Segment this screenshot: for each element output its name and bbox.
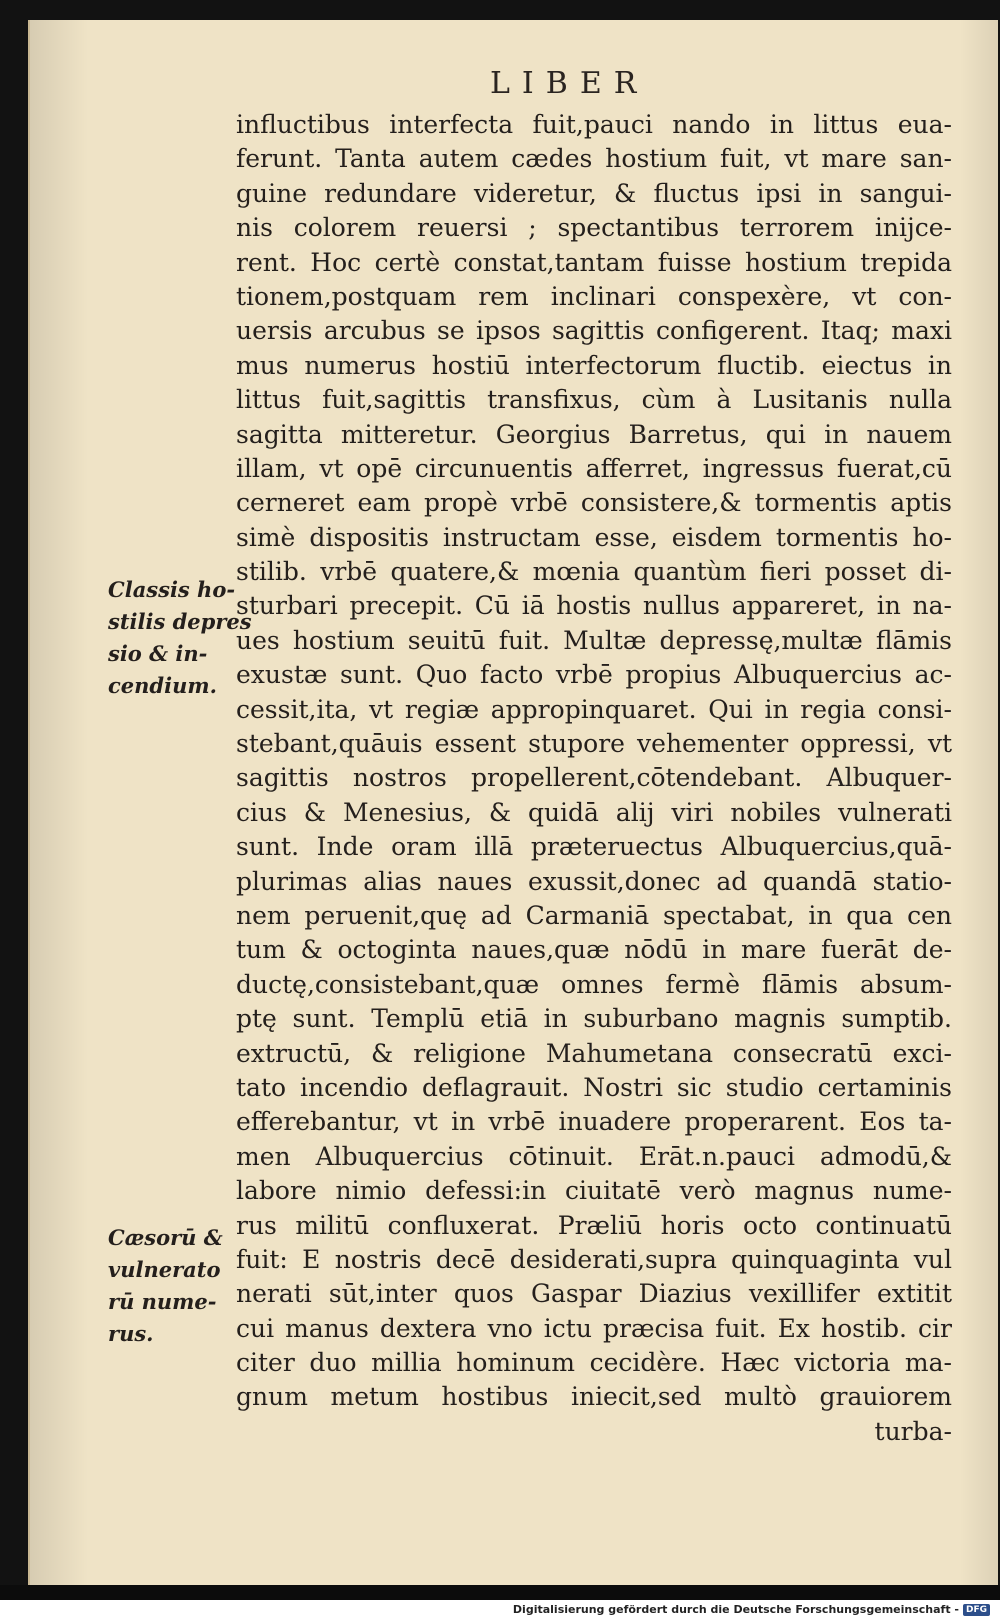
text-line: turba-: [874, 1416, 952, 1446]
footer-text: Digitalisierung gefördert durch die Deutsche Forschungsgemeinschaft -: [512, 1603, 959, 1616]
text-line: extructū, & religione Mahumetana consecratū exci-: [236, 1038, 952, 1068]
text-line: tum & octoginta naues,quæ nōdū in mare fuerāt de-: [236, 935, 952, 965]
text-line: mus numerus hostiū interfectorum fluctib. eiectus in: [236, 350, 952, 380]
text-line: gnum metum hostibus iniecit,sed multò grauiorem: [236, 1382, 952, 1412]
text-line: guine redundare videretur, & fluctus ipsi in sangui-: [236, 178, 952, 208]
margin-note-fleet: [108, 574, 252, 702]
text-line: rus militū confluxerat. Præliū horis octo continuatū: [236, 1210, 952, 1240]
text-line: tionem,postquam rem inclinari conspexère, vt con-: [236, 281, 952, 311]
text-line: men Albuquercius cōtinuit. Erāt.n.pauci admodū,&: [236, 1141, 952, 1171]
text-line: sagitta mitteretur. Georgius Barretus, qui in nauem: [236, 419, 952, 449]
text-line: nerati sūt,inter quos Gaspar Diazius vexillifer extitit: [236, 1279, 952, 1309]
text-line: sagittis nostros propellerent,cōtendebant. Albuquer-: [236, 763, 952, 793]
text-line: influctibus interfecta fuit,pauci nando in littus eua-: [236, 110, 952, 139]
dfg-logo: DFG: [963, 1604, 990, 1616]
text-line: simè dispositis instructam esse, eisdem tormentis ho-: [236, 522, 952, 552]
text-line: sunt. Inde oram illā præteruectus Albuquercius,quā-: [236, 832, 952, 862]
text-line: cessit,ita, vt regiæ appropinquaret. Qui in regia consi-: [236, 694, 952, 724]
body-text: [236, 108, 952, 1449]
text-line: exustæ sunt. Quo facto vrbē propius Albuquercius ac-: [236, 660, 952, 690]
margin-note-line: stilis depres: [108, 609, 252, 634]
text-line: plurimas alias naues exussit,donec ad quandā statio-: [236, 866, 952, 896]
text-line: rent. Hoc certè constat,tantam fuisse hostium trepida: [236, 247, 952, 277]
text-line: tato incendio deflagrauit. Nostri sic studio certaminis: [236, 1072, 952, 1102]
text-line: nem peruenit,quę ad Carmaniā spectabat, in qua cen: [236, 900, 952, 930]
text-line: illam, vt opē circunuentis afferret, ingressus fuerat,cū: [236, 453, 952, 483]
text-line: ues hostium seuitū fuit. Multæ depressę,multæ flāmis: [236, 625, 952, 655]
margin-note-line: sio & in-: [108, 641, 208, 666]
digitization-footer: [513, 1603, 990, 1616]
margin-note-line: Cæsorū &: [108, 1225, 223, 1250]
text-line: efferebantur, vt in vrbē inuadere properarent. Eos ta-: [236, 1107, 952, 1137]
text-line: cius & Menesius, & quidā alij viri nobiles vulnerati: [236, 797, 952, 827]
text-line: littus fuit,sagittis transfixus, cùm à Lusitanis nulla: [236, 385, 952, 415]
text-line: cerneret eam propè vrbē consistere,& tormentis aptis: [236, 488, 952, 518]
text-line: uersis arcubus se ipsos sagittis configerent. Itaq; maxi: [236, 316, 952, 346]
margin-note-line: Classis ho-: [108, 577, 236, 602]
text-line: nis colorem reuersi ; spectantibus terrorem inijce-: [236, 213, 952, 243]
text-line: sturbari precepit. Cū iā hostis nullus appareret, in na-: [236, 591, 952, 621]
text-line: fuit: E nostris decē desiderati,supra quinquaginta vul: [236, 1244, 952, 1274]
text-line: ferunt. Tanta autem cædes hostium fuit, vt mare san-: [236, 144, 952, 174]
text-line: stebant,quāuis essent stupore vehementer oppressi, vt: [236, 729, 952, 759]
text-line: citer duo millia hominum cecidère. Hæc victoria ma-: [236, 1348, 952, 1378]
margin-note-casualties: [108, 1222, 238, 1350]
margin-note-line: rū nume-: [108, 1289, 217, 1314]
text-line: cui manus dextera vno ictu præcisa fuit. Ex hostib. cir: [236, 1313, 952, 1343]
text-line: stilib. vrbē quatere,& mœnia quantùm fieri posset di-: [236, 557, 952, 587]
text-line: labore nimio defessi:in ciuitatē verò magnus nume-: [236, 1176, 952, 1206]
margin-note-line: vulnerato: [108, 1257, 221, 1282]
text-line: ptę sunt. Templū etiā in suburbano magnis sumptib.: [236, 1004, 952, 1034]
scan-bottom-edge: [0, 1585, 1000, 1600]
margin-note-line: cendium.: [108, 673, 217, 698]
margin-note-line: rus.: [108, 1321, 154, 1346]
running-head: LIBER: [490, 66, 649, 101]
text-line: ductę,consistebant,quæ omnes fermè flāmis absum-: [236, 969, 952, 999]
